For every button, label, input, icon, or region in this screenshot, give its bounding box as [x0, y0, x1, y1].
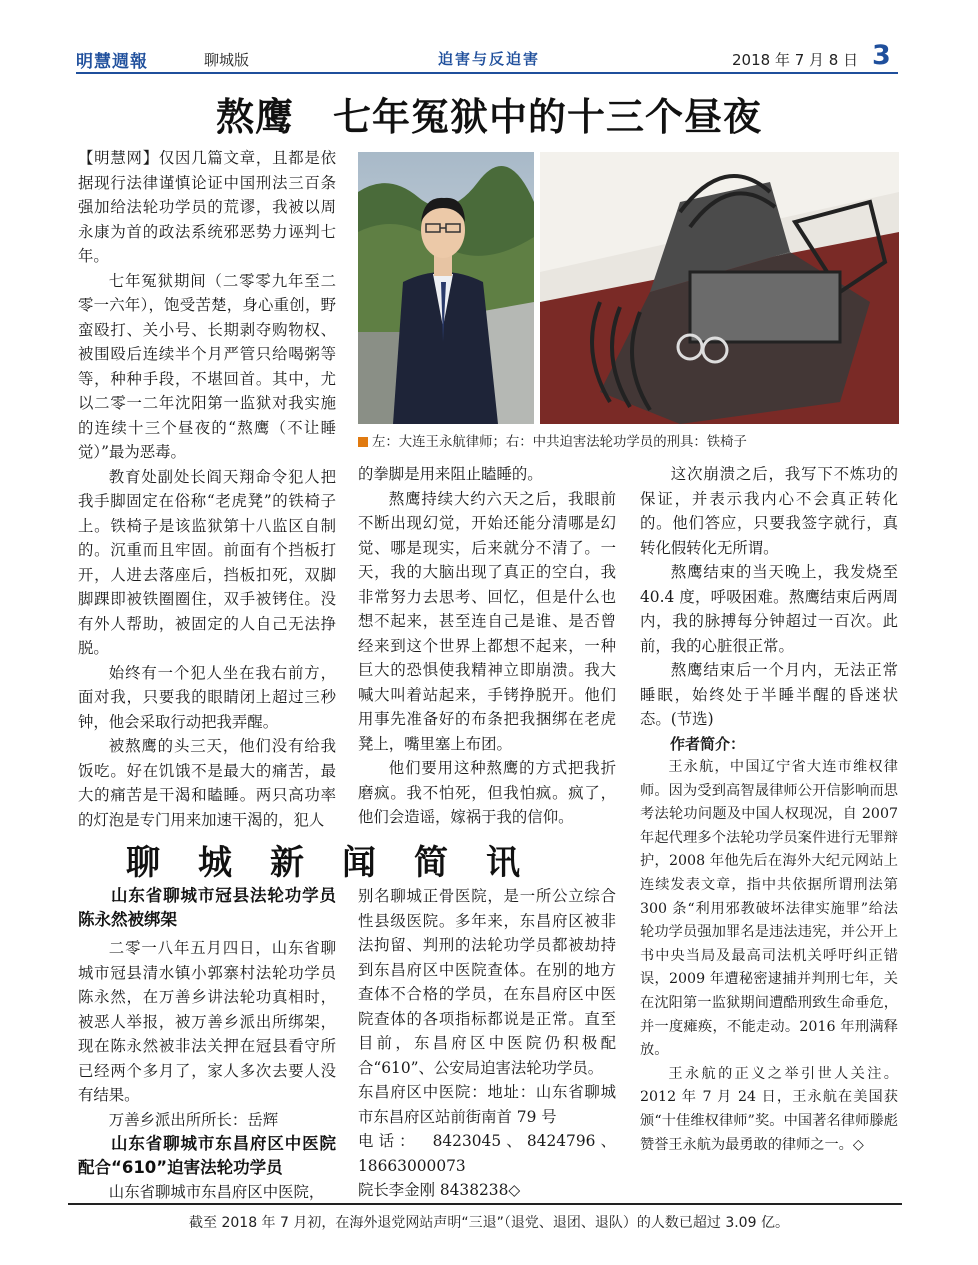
- paragraph: 被熬鹰的头三天，他们没有给我饭吃。好在饥饿不是最大的痛苦，最大的痛苦是干渴和瞌睡。两只高功率的灯泡是专门用来加速干渴的，犯人: [78, 737, 336, 829]
- header-rule: [76, 72, 898, 74]
- author-bio: 王永航的正义之举引世人关注。2012 年 7 月 24 日，王永航在美国获颁“十佳维权律师”奖。中国著名律师滕彪赞誉王永航为最勇敢的律师之一。◇: [640, 1065, 898, 1153]
- issue-date: 2018 年 7 月 8 日: [732, 51, 859, 69]
- paragraph: 山东省聊城市东昌府区中医院，: [108, 1183, 325, 1201]
- author-bio: 王永航，中国辽宁省大连市维权律师。因为受到高智晟律师公开信影响而思考法轮功问题及中国人权现况，自 2007 年起代理多个法轮功学员案件进行无罪辩护，2008 年他先后在海外大纪元网站上连续发表文章，指中共依据所谓刑法第 300 条“利用邪教破坏法律实施罪”给法轮功学员强加罪名是违法违宪，并公开上书中央当局及最高司法机关呼吁纠正错误，2009 年遭秘密逮捕并判刑七年，关在沈阳第一监狱期间遭酷刑致生命垂危，并一度瘫痪，不能走动。2016 年刑满释放。: [640, 759, 898, 1059]
- author-heading: 作者简介：: [670, 734, 746, 753]
- news-column-1: [78, 884, 336, 1205]
- footer-note: 截至 2018 年 7 月初，在海外退党网站声明“三退”（退党、退团、退队）的人数已超过 3.09 亿。: [189, 1215, 789, 1231]
- paragraph: 万善乡派出所所长：岳辉: [108, 1110, 279, 1129]
- news-column-2: [358, 884, 616, 1203]
- news-item-title: 山东省聊城市冠县法轮功学员陈永然被绑架: [78, 886, 336, 929]
- footer-rule: [68, 1203, 902, 1205]
- page-number: 3: [872, 40, 891, 71]
- caption-marker-icon: [358, 437, 368, 447]
- article-column-3: [640, 462, 898, 1157]
- paragraph: 七年冤狱期间（二零零九年至二零一六年），饱受苦楚，身心重创，野蛮殴打、关小号、长期剥夺购物权、被围殴后连续半个月严管只给喝粥等等，种种手段，不堪回首。其中，尤以二零一二年沈阳第一监狱对我实施的连续十三个昼夜的“熬鹰（不让睡觉）”最为恶毒。: [78, 271, 336, 461]
- hospital-phone: 电话： 8423045、8424796、18663000073: [358, 1132, 616, 1175]
- iron-chair-photo: [540, 152, 899, 424]
- section-title: 迫害与反迫害: [438, 50, 541, 68]
- paragraph: 他们要用这种熬鹰的方式把我折磨疯。我不怕死，但我怕疯。疯了，他们会造谣，嫁祸于我的信仰。: [358, 759, 616, 826]
- edition-label: 聊城版: [204, 51, 250, 69]
- paragraph: 始终有一个犯人坐在我右前方，面对我，只要我的眼睛闭上超过三秒钟，他会采取行动把我弄醒。: [78, 663, 336, 731]
- article-column-2: [358, 462, 616, 830]
- news-item-title: 山东省聊城市东昌府区中医院配合“610”迫害法轮功学员: [78, 1134, 336, 1177]
- paragraph: 【明慧网】仅因几篇文章，且都是依据现行法律谨慎论证中国刑法三百条强加给法轮功学员的荒谬，我被以周永康为首的政法系统邪恶势力诬判七年。: [78, 149, 336, 265]
- article-column-1: [78, 146, 336, 832]
- masthead: 明慧週報: [76, 52, 148, 72]
- photo-caption: 左：大连王永航律师；右：中共迫害法轮功学员的刑具：铁椅子: [358, 431, 898, 450]
- paragraph: 别名聊城正骨医院，是一所公立综合性县级医院。多年来，东昌府区被非法拘留、判刑的法轮功学员都被劫持到东昌府区中医院查体。在别的地方查体不合格的学员，在东昌府区中医院查体的各项指标都说是正常。直至目前，东昌府区中医院仍积极配合“610”、公安局迫害法轮功学员。: [358, 887, 616, 1077]
- news-section-heading: 聊城新闻简讯: [126, 843, 558, 883]
- paragraph: 熬鹰结束的当天晚上，我发烧至40.4 度，呼吸困难。熬鹰结束后两周内，我的脉搏每分钟超过一百次。此前，我的心脏很正常。: [640, 563, 898, 655]
- paragraph: 二零一八年五月四日，山东省聊城市冠县清水镇小郭寨村法轮功学员陈永然，在万善乡讲法轮功真相时，被恶人举报，被万善乡派出所绑架，现在陈永然被非法关押在冠县看守所已经两个多月了，家人多次去要人没有结果。: [78, 939, 336, 1104]
- paragraph: 这次崩溃之后，我写下不炼功的保证，并表示我内心不会真正转化的。他们答应，只要我签字就行，真转化假转化无所谓。: [640, 465, 898, 557]
- article-title: 熬鹰 七年冤狱中的十三个昼夜: [215, 94, 762, 139]
- paragraph: 教育处副处长阎天翔命令犯人把我手脚固定在俗称“老虎凳”的铁椅子上。铁椅子是该监狱第十八监区自制的。沉重而且牢固。前面有个挡板打开，人进去落座后，挡板扣死，双脚脚踝即被铁圈圈住，双手被铐住。没有外人帮助，被固定的人自己无法挣脱。: [78, 467, 336, 657]
- hospital-address: 东昌府区中医院：地址：山东省聊城市东昌府区站前街南首 79 号: [358, 1083, 616, 1126]
- paragraph: 熬鹰结束后一个月内，无法正常睡眠，始终处于半睡半醒的昏迷状态。(节选): [640, 661, 898, 728]
- hospital-director: 院长李金刚 8438238◇: [358, 1181, 521, 1199]
- paragraph: 熬鹰持续大约六天之后，我眼前不断出现幻觉，开始还能分清哪是幻觉、哪是现实，后来就分不清了。一天，我的大脑出现了真正的空白，我非常努力去思考、回忆，但是什么也想不起来，甚至连自己是谁、是否曾经来到这个世界上都想不起来，一种巨大的恐惧使我精神立即崩溃。我大喊大叫着站起来，手铐挣脱开。他们用事先准备好的布条把我捆绑在老虎凳上，嘴里塞上布团。: [358, 489, 616, 753]
- paragraph: 的拳脚是用来阻止瞌睡的。: [358, 465, 543, 483]
- lawyer-photo: [358, 152, 534, 424]
